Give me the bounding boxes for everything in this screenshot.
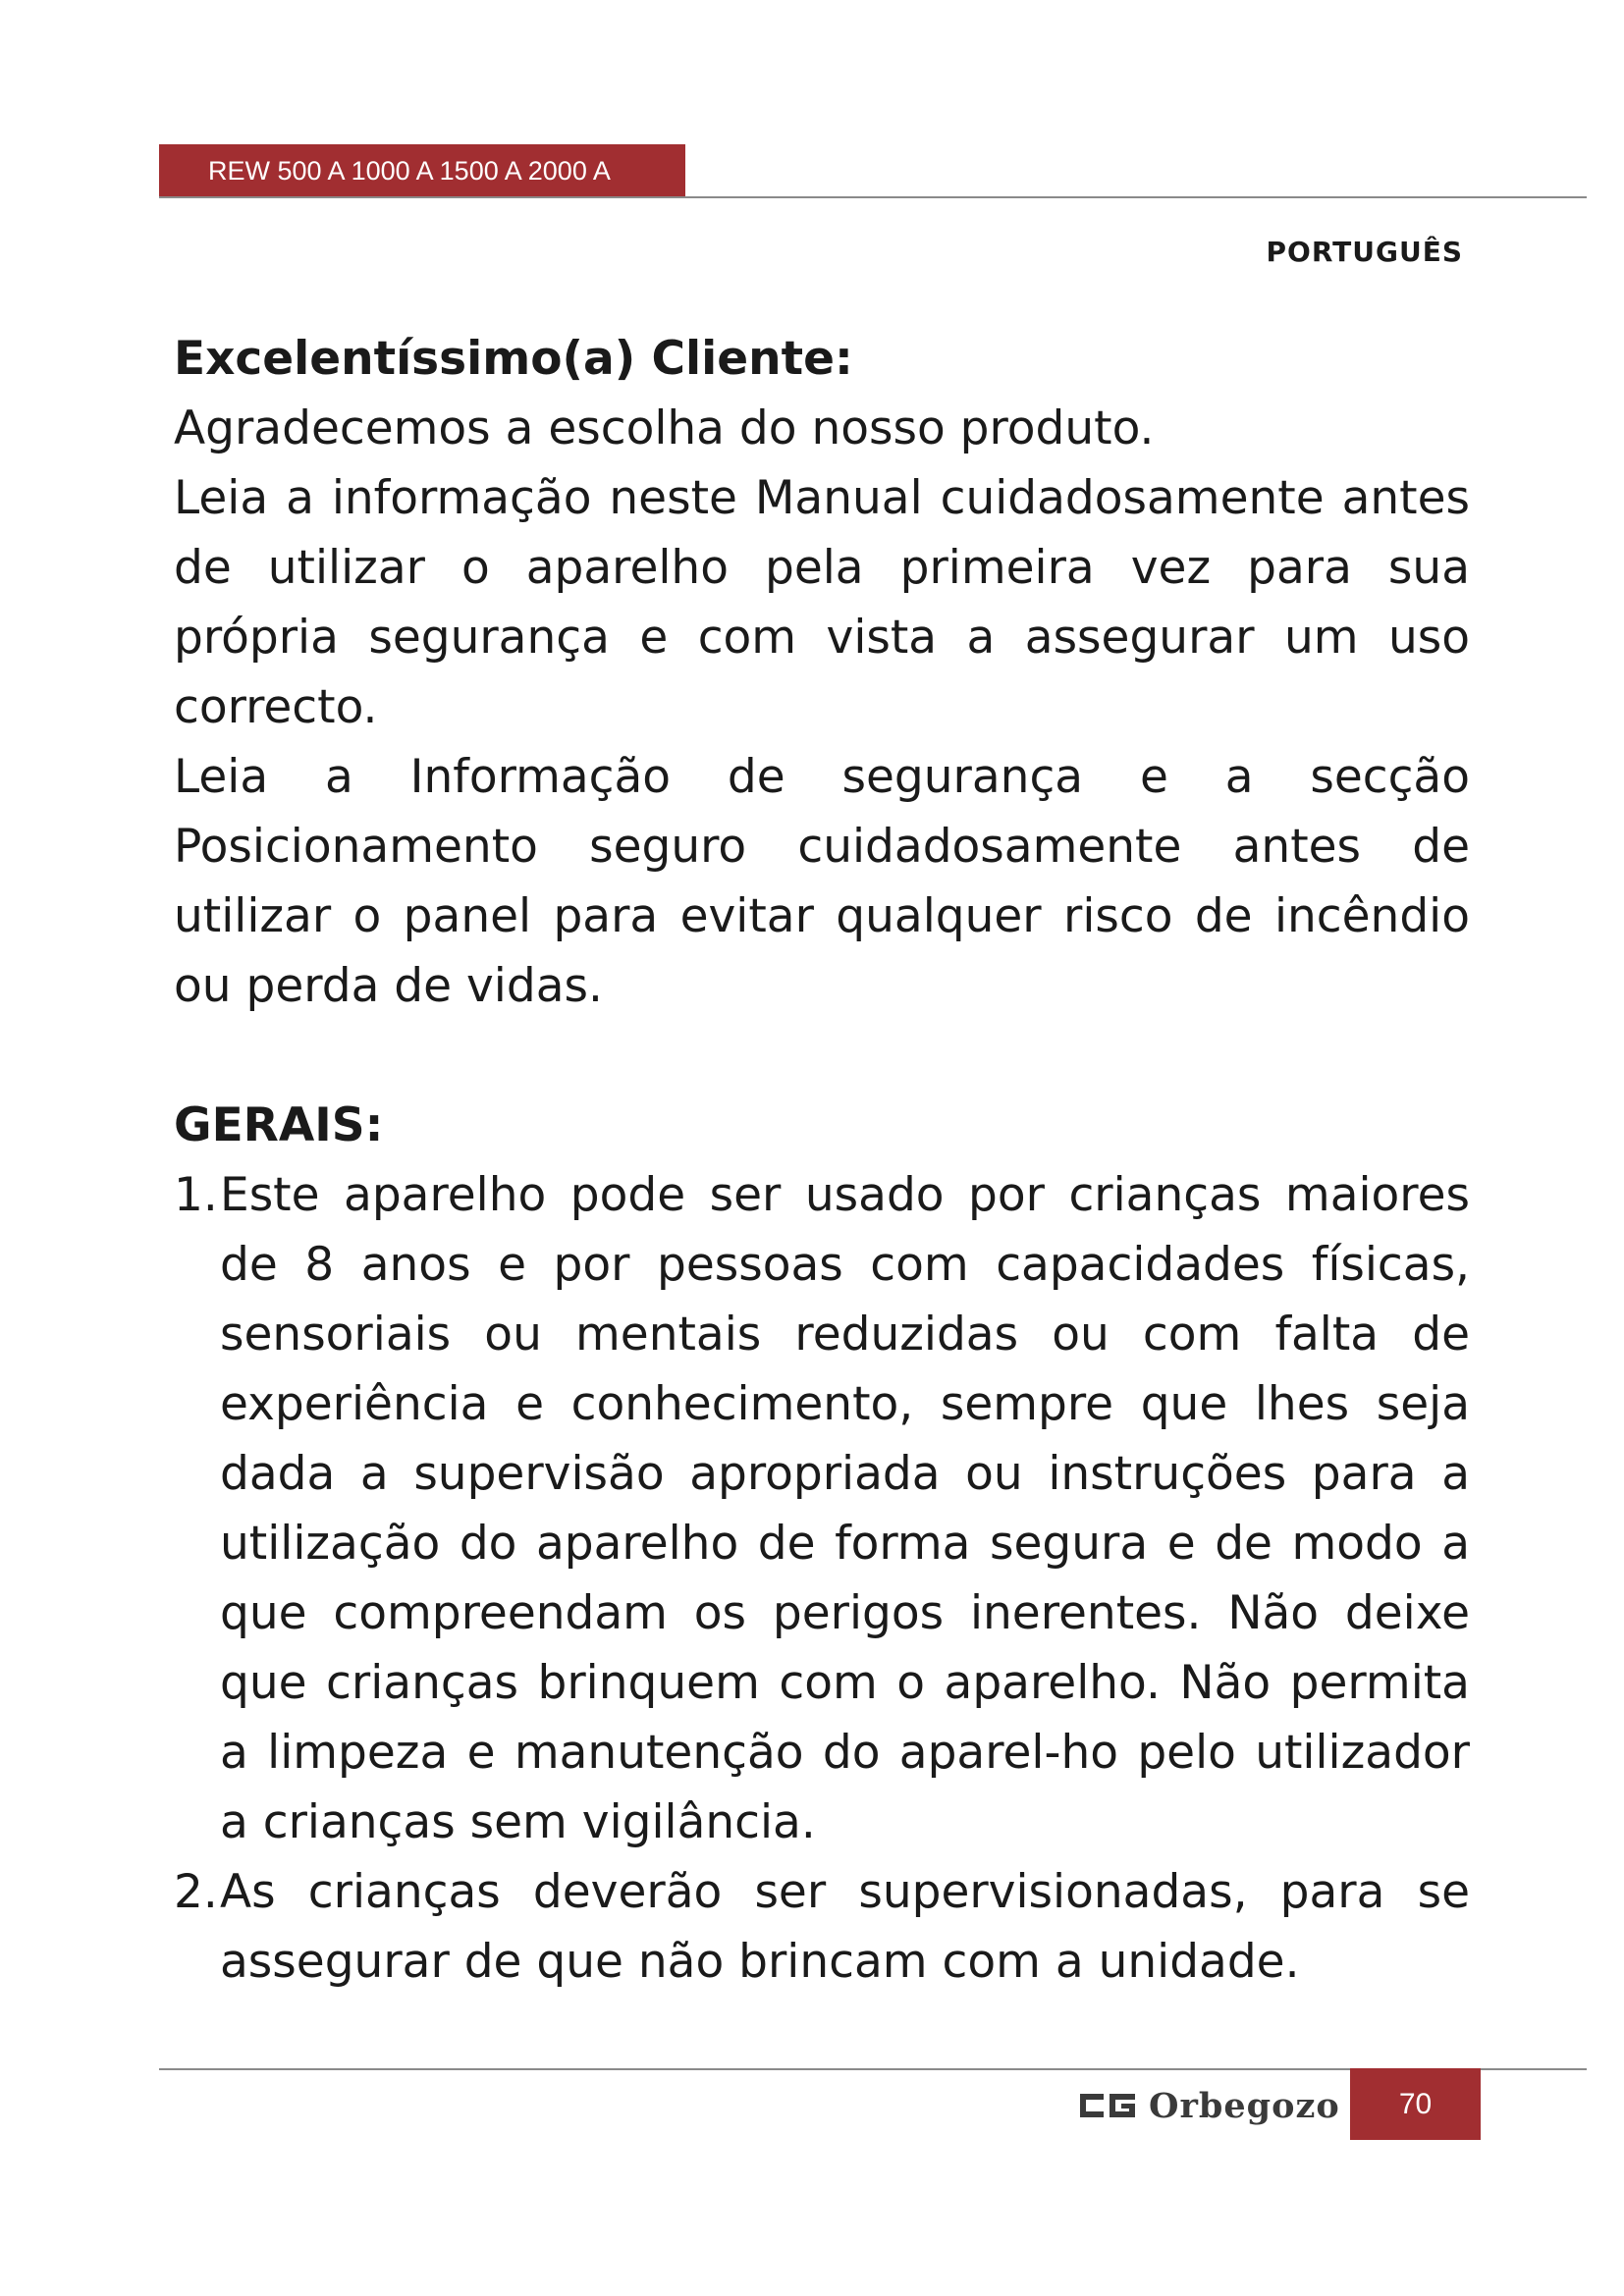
greeting-heading: Excelentíssimo(a) Cliente:: [174, 332, 853, 386]
model-header-tab: [159, 144, 685, 197]
section-spacer: [174, 1021, 1470, 1091]
intro-paragraph-1: Leia a informação neste Manual cuidadosamente antes de utilizar o aparelho pela primeira vez para sua própria segurança e com vista a assegurar um uso correcto.: [174, 471, 1470, 734]
list-item: [174, 1160, 1470, 1857]
thanks-line: Agradecemos a escolha do nosso produto.: [174, 401, 1155, 455]
model-label: REW 500 A 1000 A 1500 A 2000 A: [208, 155, 611, 186]
page-number-box: [1350, 2068, 1481, 2140]
general-heading: GERAIS:: [174, 1098, 384, 1152]
list-item-number: 2.: [174, 1865, 218, 1919]
language-label: PORTUGUÊS: [1266, 236, 1463, 268]
general-list: [174, 1160, 1470, 1997]
header-divider: [159, 196, 1587, 198]
list-item: [174, 1857, 1470, 1997]
list-item-text: Este aparelho pode ser usado por crianças maiores de 8 anos e por pessoas com capacidades físicas, sensoriais ou mentais reduzidas ou com falta de experiência e conhecimento, sempre que lhes seja dada a supervisão apropriada ou instruções para a utilização do aparelho de forma segura e de modo a que compreendam os perigos inerentes. Não deixe que crianças brinquem com o aparelho. Não permita a limpeza e manutenção do aparel-ho pelo utilizador a crianças sem vigilância.: [220, 1168, 1470, 1849]
brand-mark-icon: [1080, 2092, 1135, 2119]
list-item-text: As crianças deverão ser supervisionadas, para se assegurar de que não brincam com a unidade.: [220, 1865, 1470, 1989]
page-number: 70: [1398, 2087, 1433, 2120]
list-item-number: 1.: [174, 1168, 218, 1222]
page-content: [174, 324, 1470, 1997]
intro-paragraph-2: Leia a Informação de segurança e a secção Posicionamento seguro cuidadosamente antes de utilizar o panel para evitar qualquer risco de incêndio ou perda de vidas.: [174, 750, 1470, 1013]
brand-name: Orbegozo: [1149, 2085, 1340, 2126]
brand-logo: [1080, 2081, 1340, 2130]
